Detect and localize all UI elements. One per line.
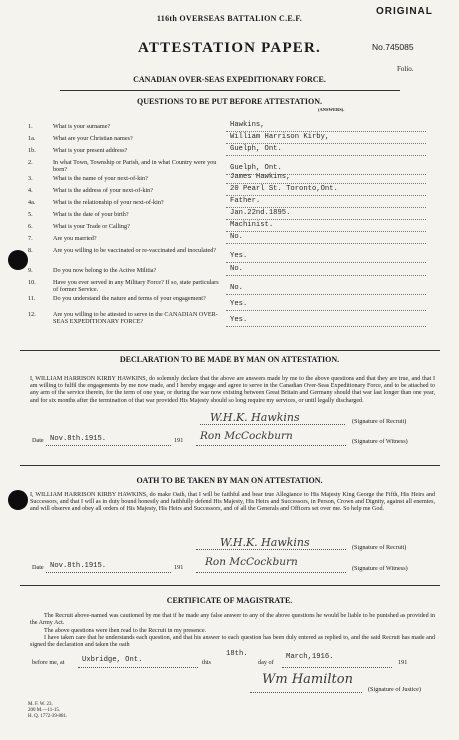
question-number: 11. bbox=[28, 295, 36, 302]
hq-reference: H. Q. 1772-39-881. bbox=[28, 714, 68, 719]
answer-value: No. bbox=[230, 233, 243, 241]
question-number: 9. bbox=[28, 267, 33, 274]
question-number: 12. bbox=[28, 311, 36, 318]
question-text: Do you understand the nature and terms of your engagement? bbox=[53, 295, 206, 302]
date-line bbox=[46, 572, 171, 573]
answer-value: Jan.22nd.1895. bbox=[230, 209, 291, 217]
question-text: What is the address of your next-of-kin? bbox=[53, 187, 154, 194]
answer-value: No. bbox=[230, 284, 243, 292]
answers-label: (ANSWERS). bbox=[318, 107, 345, 112]
answer-line bbox=[226, 155, 426, 156]
question-number: 1b. bbox=[28, 147, 36, 154]
questions-heading: QUESTIONS TO BE PUT BEFORE ATTESTATION. bbox=[137, 97, 322, 106]
question-number: 3. bbox=[28, 175, 33, 182]
question-number: 10. bbox=[28, 279, 36, 286]
certificate-heading: CERTIFICATE OF MAGISTRATE. bbox=[166, 596, 293, 605]
year-suffix: 191 bbox=[174, 437, 184, 444]
certificate-paragraph-3: I have taken care that he understands each question, and that his answer to each question has been duly entered as replied to, and the said Recruit has made and signed the declaration and taken the oath bbox=[30, 635, 435, 649]
question-number: 8. bbox=[28, 247, 33, 254]
answer-line bbox=[226, 262, 426, 263]
question-text: Are you willing to be vaccinated or re-vaccinated and inoculated? bbox=[53, 247, 217, 254]
page-title: ATTESTATION PAPER. bbox=[137, 40, 321, 56]
certificate-paragraph-1: The Recruit above-named was cautioned by me that if he made any false answer to any of the above questions he would be liable to be punished as provided in the Army Act. bbox=[30, 613, 435, 627]
answer-value: Guelph, Ont. bbox=[230, 145, 282, 153]
answer-value: Guelph, Ont. bbox=[230, 164, 282, 172]
date-label: Date bbox=[32, 564, 44, 571]
declaration-date: Nov.8th.1915. bbox=[50, 435, 107, 443]
recruit-signature: W.H.K. Hawkins bbox=[210, 411, 300, 424]
answer-line bbox=[226, 143, 426, 144]
answer-value: Hawkins, bbox=[230, 121, 265, 129]
divider bbox=[20, 465, 440, 466]
date-line bbox=[46, 445, 171, 446]
answer-value: Machinist. bbox=[230, 221, 274, 229]
answer-value: Yes. bbox=[230, 300, 248, 308]
month-line bbox=[282, 667, 392, 668]
year-suffix: 191 bbox=[174, 564, 184, 571]
question-number: 2. bbox=[28, 159, 33, 166]
answer-line bbox=[226, 195, 426, 196]
answer-line bbox=[226, 243, 426, 244]
number-label: No. bbox=[372, 42, 386, 52]
question-text: In what Town, Township or Parish, and in what Country were you born? bbox=[53, 159, 217, 173]
answer-value: 20 Pearl St. Toronto,Ont. bbox=[230, 185, 338, 193]
force-heading: CANADIAN OVER-SEAS EXPEDITIONARY FORCE. bbox=[133, 75, 326, 84]
regimental-number bbox=[372, 42, 414, 52]
certificate-paragraph-2: The above questions were then read to the Recruit in my presence. bbox=[44, 628, 207, 634]
oath-heading: OATH TO BE TAKEN BY MAN ON ATTESTATION. bbox=[136, 476, 323, 485]
divider bbox=[20, 585, 440, 586]
answer-value: Yes. bbox=[230, 252, 248, 260]
divider bbox=[60, 90, 400, 91]
question-number: 1. bbox=[28, 123, 33, 130]
answer-line bbox=[226, 275, 426, 276]
folio-label: Folio. bbox=[397, 65, 414, 73]
answer-line bbox=[226, 231, 426, 232]
question-text: What is your present address? bbox=[53, 147, 128, 154]
number-value: 745085 bbox=[385, 42, 414, 52]
form-number: M. F. W. 23. bbox=[28, 702, 53, 707]
battalion-heading: 116th OVERSEAS BATTALION C.E.F. bbox=[156, 14, 303, 23]
print-run: 200 M.—11-15. bbox=[28, 708, 61, 713]
justice-signature: Wm Hamilton bbox=[262, 672, 353, 687]
question-text: What is the relationship of your next-of-kin? bbox=[53, 199, 164, 206]
witness-signature: Ron McCockburn bbox=[200, 430, 293, 442]
signature-line bbox=[196, 549, 346, 550]
certificate-month-year: March,1916. bbox=[286, 653, 334, 661]
justice-signature-label: (Signature of Justice) bbox=[368, 686, 421, 693]
signature-line bbox=[196, 572, 346, 573]
place-line bbox=[78, 667, 198, 668]
signature-line bbox=[196, 445, 346, 446]
question-number: 1a. bbox=[28, 135, 36, 142]
recruit-signature-label: (Signature of Recruit) bbox=[352, 418, 407, 425]
before-me-label: before me, at bbox=[32, 659, 65, 666]
answer-value: No. bbox=[230, 265, 243, 273]
divider bbox=[20, 350, 440, 351]
question-text: What is the name of your next-of-kin? bbox=[53, 175, 148, 182]
witness-signature-label: (Signature of Witness) bbox=[352, 565, 408, 572]
declaration-body: I, WILLIAM HARRISON KIRBY HAWKINS, do solemnly declare that the above are answers made by me to the above questions and that they are true, and that I am willing to fulfil the engagements by me now made, and I hereby engage and agree to serve in the Canadian Over-Seas Expeditionary Force, and to be attached to any arm of the service therein, for the term of one year, or during the war now existing between Great Britain and Germany should that war last longer than one year, and for six months after the termination of that war provided His Majesty should so long require my services, or until legally discharged. bbox=[30, 376, 435, 404]
question-number: 6. bbox=[28, 223, 33, 230]
question-text: Are you willing to be attested to serve in the CANADIAN OVER-SEAS EXPEDITIONARY FORCE? bbox=[53, 311, 218, 325]
question-text: Are you married? bbox=[53, 235, 97, 242]
answer-value: Yes. bbox=[230, 316, 248, 324]
this-label: this bbox=[202, 659, 211, 666]
signature-line bbox=[250, 692, 362, 693]
witness-signature-label: (Signature of Witness) bbox=[352, 438, 408, 445]
question-text: What is your Trade or Calling? bbox=[53, 223, 130, 230]
answer-value: William Harrison Kirby, bbox=[230, 133, 330, 141]
question-number: 7. bbox=[28, 235, 33, 242]
question-number: 4a. bbox=[28, 199, 36, 206]
certificate-place: Uxbridge, Ont. bbox=[82, 656, 143, 664]
original-stamp: ORIGINAL bbox=[376, 6, 433, 17]
answer-line bbox=[226, 219, 426, 220]
answer-line bbox=[226, 310, 426, 311]
answer-line bbox=[226, 183, 426, 184]
question-number: 4. bbox=[28, 187, 33, 194]
binder-hole-top bbox=[8, 250, 28, 270]
question-text: Do you now belong to the Active Militia? bbox=[53, 267, 157, 274]
form-footer bbox=[28, 702, 67, 720]
date-label: Date bbox=[32, 437, 44, 444]
year-suffix: 191 bbox=[398, 659, 408, 666]
answer-value: Father. bbox=[230, 197, 261, 205]
witness-signature: Ron McCockburn bbox=[205, 556, 298, 568]
declaration-heading: DECLARATION TO BE MADE BY MAN ON ATTESTATION. bbox=[119, 355, 340, 364]
oath-body: I, WILLIAM HARRISON KIRBY HAWKINS, do make Oath, that I will be faithful and bear true Allegiance to His Majesty King George the Fifth, His Heirs and Successors, and that I will as in duty bound honestly and faithfully defend His Majesty, His Heirs and Successors, in Person, Crown and Dignity, against all enemies, and will observe and obey all orders of His Majesty, His Heirs and Successors, and of all the Generals and Officers set over me. So help me God. bbox=[30, 492, 435, 513]
question-number: 5. bbox=[28, 211, 33, 218]
binder-hole-bottom bbox=[8, 490, 28, 510]
day-of-label: day of bbox=[258, 659, 274, 666]
question-text: Have you ever served in any Military Force? If so, state particulars of former Service. bbox=[53, 279, 219, 293]
recruit-signature: W.H.K. Hawkins bbox=[220, 536, 310, 549]
recruit-signature-label: (Signature of Recruit) bbox=[352, 544, 407, 551]
certificate-day: 18th. bbox=[226, 650, 248, 658]
answer-line bbox=[226, 326, 426, 327]
signature-line bbox=[200, 424, 345, 425]
question-text: What is your surname? bbox=[53, 123, 111, 130]
answer-value: James Hawkins, bbox=[230, 173, 291, 181]
oath-date: Nov.8th.1915. bbox=[50, 562, 107, 570]
question-text: What is the date of your birth? bbox=[53, 211, 129, 218]
answer-line bbox=[226, 294, 426, 295]
question-text: What are your Christian names? bbox=[53, 135, 133, 142]
answer-line bbox=[226, 131, 426, 132]
answer-line bbox=[226, 207, 426, 208]
